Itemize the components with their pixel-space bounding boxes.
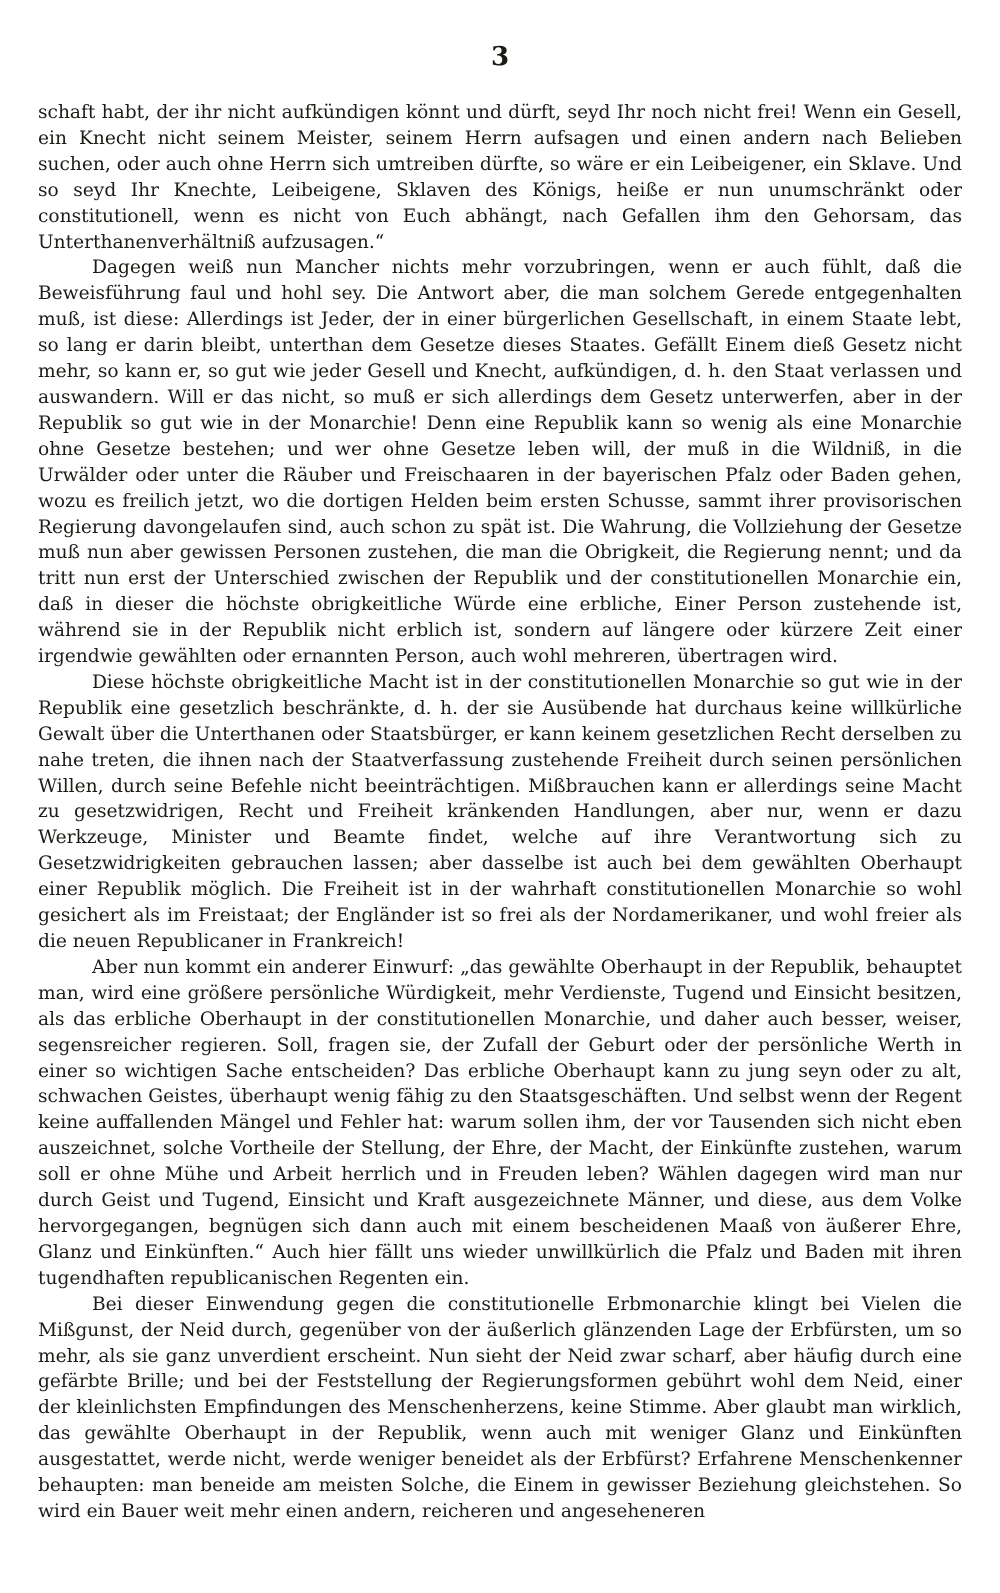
paragraph: Bei dieser Einwendung gegen die constitutionelle Erbmonarchie klingt bei Vielen die Mißgunst, der Neid durch, gegenüber von der äußerlich glänzenden Lage der Erbfürsten, um so mehr, als sie ganz unverdient erscheint. Nun sieht der Neid zwar scharf, aber häufig durch eine gefärbte Brille; und bei der Feststellung der Regierungsformen gebührt wohl dem Neid, einer der kleinlichsten Empfindungen des Menschenherzens, keine Stimme. Aber glaubt man wirklich, das gewählte Oberhaupt in der Republik, wenn auch mit weniger Glanz und Einkünften ausgestattet, werde nicht, werde weniger beneidet als der Erbfürst? Erfahrene Menschenkenner behaupten: man beneide am meisten Solche, die Einem in gewisser Beziehung gleichstehen. So wird ein Bauer weit mehr einen andern, reicheren und angeseheneren [38,1293,962,1522]
page-number: 3 [490,42,510,72]
body-text [38,100,962,1525]
paragraph: Aber nun kommt ein anderer Einwurf: „das gewählte Oberhaupt in der Republik, behauptet man, wird eine größere persönliche Würdigkeit, mehr Verdienste, Tugend und Einsicht besitzen, als das erbliche Oberhaupt in der constitutionellen Monarchie, und daher auch besser, weiser, segensreicher regieren. Soll, fragen sie, der Zufall der Geburt oder der persönliche Werth in einer so wichtigen Sache entscheiden? Das erbliche Oberhaupt kann zu jung seyn oder zu alt, schwachen Geistes, überhaupt wenig fähig zu den Staatsgeschäften. Und selbst wenn der Regent keine auffallenden Mängel und Fehler hat: warum sollen ihm, der vor Tausenden sich nicht eben auszeichnet, solche Vortheile der Stellung, der Ehre, der Macht, der Einkünfte zustehen, warum soll er ohne Mühe und Arbeit herrlich und in Freuden leben? Wählen dagegen wird man nur durch Geist und Tugend, Einsicht und Kraft ausgezeichnete Männer, und diese, aus dem Volke hervorgegangen, begnügen sich dann auch mit einem bescheidenen Maaß von äußerer Ehre, Glanz und Einkünften.“ Auch hier fällt uns wieder unwillkürlich die Pfalz und Baden mit ihren tugendhaften republicanischen Regenten ein. [38,956,962,1289]
paragraph-continuation: schaft habt, der ihr nicht aufkündigen könnt und dürft, seyd Ihr noch nicht frei! Wenn ein Gesell, ein Knecht nicht seinem Meister, seinem Herrn aufsagen und einen andern nach Belieben suchen, oder auch ohne Herrn sich umtreiben dürfte, so wäre er ein Leibeigener, ein Sklave. Und so seyd Ihr Knechte, Leibeigene, Sklaven des Königs, heiße er nun unumschränkt oder constitutionell, wenn es nicht von Euch abhängt, nach Gefallen ihm den Gehorsam, das Unterthanenverhältniß aufzusagen.“ [38,102,962,253]
paragraph: Diese höchste obrigkeitliche Macht ist in der constitutionellen Monarchie so gut wie in der Republik eine gesetzlich beschränkte, d. h. der sie Ausübende hat durchaus keine willkürliche Gewalt über die Unterthanen oder Staatsbürger, er kann keinem gesetzlichen Recht derselben zu nahe treten, die ihnen nach der Staatverfassung zustehende Freiheit durch seinen persönlichen Willen, durch seine Befehle nicht beeinträchtigen. Mißbrauchen kann er allerdings seine Macht zu gesetzwidrigen, Recht und Freiheit kränkenden Handlungen, aber nur, wenn er dazu Werkzeuge, Minister und Beamte findet, welche auf ihre Verantwortung sich zu Gesetzwidrigkeiten gebrauchen lassen; aber dasselbe ist auch bei dem gewählten Oberhaupt einer Republik möglich. Die Freiheit ist in der wahrhaft constitutionellen Monarchie so wohl gesichert als im Freistaat; der Engländer ist so frei als der Nordamerikaner, und wohl freier als die neuen Republicaner in Frankreich! [38,671,962,952]
paragraph: Dagegen weiß nun Mancher nichts mehr vorzubringen, wenn er auch fühlt, daß die Beweisführung faul und hohl sey. Die Antwort aber, die man solchem Gerede entgegenhalten muß, ist diese: Allerdings ist Jeder, der in einer bürgerlichen Gesellschaft, in einem Staate lebt, so lang er darin bleibt, unterthan dem Gesetze dieses Staates. Gefällt Einem dieß Gesetz nicht mehr, so kann er, so gut wie jeder Gesell und Knecht, aufkündigen, d. h. den Staat verlassen und auswandern. Will er das nicht, so muß er sich allerdings dem Gesetz unterwerfen, aber in der Republik so gut wie in der Monarchie! Denn eine Republik kann so wenig als eine Monarchie ohne Gesetze bestehen; und wer ohne Gesetze leben will, der muß in die Wildniß, in die Urwälder oder unter die Räuber und Freischaaren in der bayerischen Pfalz oder Baden gehen, wozu es freilich jetzt, wo die dortigen Helden beim ersten Schusse, sammt ihrer provisorischen Regierung davongelaufen sind, auch schon zu spät ist. Die Wahrung, die Vollziehung der Gesetze muß nun aber gewissen Personen zustehen, die man die Obrigkeit, die Regierung nennt; und da tritt nun erst der Unterschied zwischen der Republik und der constitutionellen Monarchie ein, daß in dieser die höchste obrigkeitliche Würde eine erbliche, Einer Person zustehende ist, während sie in der Republik nicht erblich ist, sondern auf längere oder kürzere Zeit einer irgendwie gewählten oder ernannten Person, auch wohl mehreren, übertragen wird. [38,257,962,668]
